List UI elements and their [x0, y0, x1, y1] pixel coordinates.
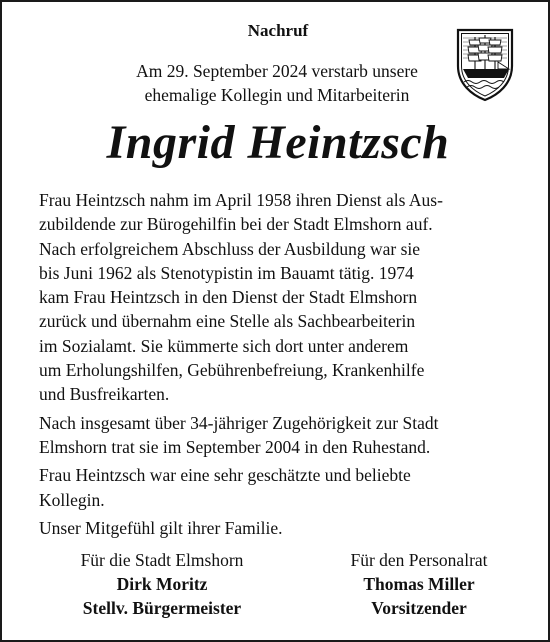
body-line: bis Juni 1962 als Stenotypistin im Bauamt tätig. 1974 — [39, 262, 414, 283]
signature-name: Dirk Moritz — [116, 574, 208, 594]
body-line: um Erholungshilfen, Gebührenbefreiung, Krankenhilfe — [39, 360, 425, 381]
body-line: zubildende zur Bürogehilfin bei der Stadt Elmshorn auf. — [39, 214, 433, 235]
obituary-body — [39, 188, 523, 544]
body-line: Kollegin. — [39, 489, 105, 510]
body-line: Nach insgesamt über 34-jähriger Zugehörigkeit zur Stadt — [39, 412, 439, 433]
signature-title: Vorsitzender — [371, 598, 467, 618]
body-line: und Busfreikarten. — [39, 384, 170, 405]
signature-on-behalf: Für den Personalrat — [350, 550, 488, 570]
body-line: zurück und übernahm eine Stelle als Sachbearbeiterin — [39, 311, 416, 332]
body-line: Frau Heintzsch war eine sehr geschätzte und beliebte — [39, 465, 411, 486]
body-line: Unser Mitgefühl gilt ihrer Familie. — [39, 517, 283, 538]
signature-name: Thomas Miller — [363, 574, 475, 594]
paragraph — [39, 411, 523, 460]
body-line: Elmshorn trat sie im September 2004 in den Ruhestand. — [39, 436, 431, 457]
body-line: Frau Heintzsch nahm im April 1958 ihren Dienst als Aus- — [39, 190, 443, 210]
intro-line-1: Am 29. September 2024 verstarb unsere — [136, 61, 418, 81]
paragraph — [39, 516, 523, 540]
ship-crest-icon — [454, 26, 516, 102]
intro-line-2: ehemalige Kollegin und Mitarbeiterin — [144, 85, 410, 105]
signature-title: Stellv. Bürgermeister — [82, 598, 242, 618]
body-line: kam Frau Heintzsch in den Dienst der Stadt Elmshorn — [39, 287, 418, 308]
signature-on-behalf: Für die Stadt Elmshorn — [80, 550, 244, 570]
deceased-name: Ingrid Heintzsch — [106, 116, 450, 169]
body-line: im Sozialamt. Sie kümmerte sich dort unter anderem — [39, 335, 409, 356]
notice-heading: Nachruf — [247, 21, 309, 40]
paragraph — [39, 463, 523, 512]
signature-staff-council — [305, 548, 533, 620]
paragraph — [39, 188, 523, 407]
signature-city — [49, 548, 275, 620]
body-line: Nach erfolgreichem Abschluss der Ausbildung war sie — [39, 238, 421, 259]
